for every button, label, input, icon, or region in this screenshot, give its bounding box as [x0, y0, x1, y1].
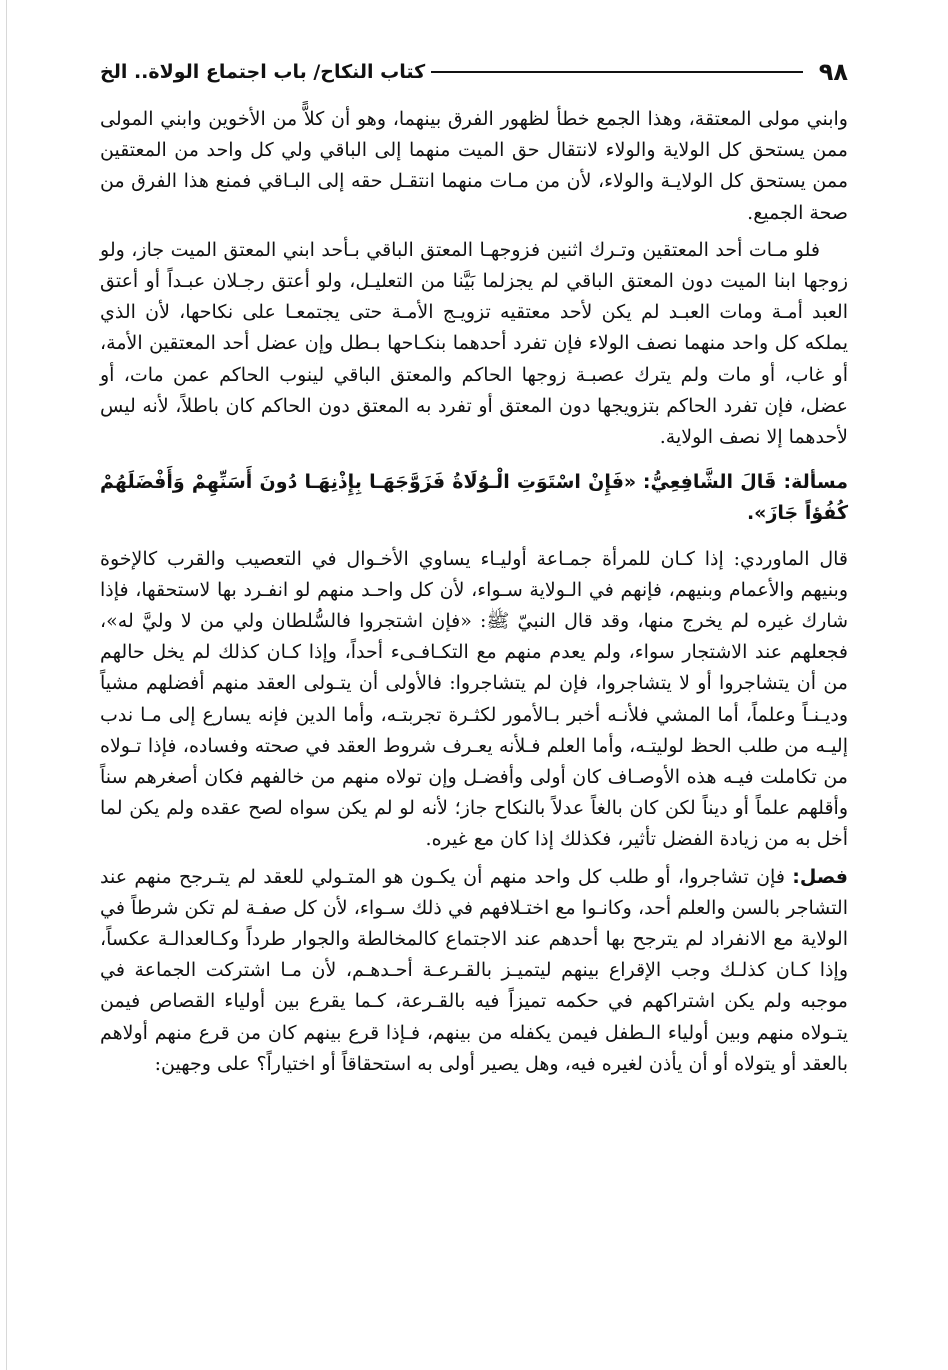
shafii-quote: «فَإِنْ اسْتَوَتِ الْـوُلَاةُ فَزَوَّجَهَـا بِإِذْنِهَـا دُونَ أَسَنِّهِمْ وَأَفْضَلَهُمْ كُفُؤاً جَازَ».: [100, 471, 848, 525]
scan-edge-line: [6, 0, 7, 1370]
page-number: ٩٨: [818, 58, 848, 86]
paragraph-mawardi: قال الماوردي: إذا كـان للمرأة جمـاعة أوليـاء يساوي الأخـوال في التعصيب والقرب كالإخوة وبنيهم والأعمام وبنيهم، فإنهم في الـولاية سـواء، لأن كل واحـد منهم لو انفـرد بها لاستحقها، فإذا شارك غيره لم يخرج منها، وقد قال النبيّ ﷺ: «فإن اشتجروا فالسُّلطان ولي من لا وليَّ له»، فجعلهم عند الاشتجار سواء، ولم يعدم منهم مع التكـافـىء أحداً، وإذا كـان كذلك لم يخل حالهم من أن يتشاجروا أو لا يتشاجروا، فإن لم يتشاجروا: فالأولى أن يتـولى العقد منهم أفضلهم مشياً وديـنـاً وعلماً، أما المشي فلأنـه أخبر بـالأمور لكثـرة تجربتـه، وأما الدين فإنه يسارع إلى مـا ندب إليـه من طلب الحظ لوليتـه، وأما العلم فـلأنه يعـرف شروط العقد في صحته وفساده، فإذا تـولاه من تكاملت فيـه هذه الأوصـاف كان أولى وأفضـل وإن تولاه منهم من خالفهم فكان أصغرهم سناً وأقلهم علماً أو ديناً لكن كان بالغاً عدلاً بالنكاح جاز؛ لأنه لو لم يكن سواه لصح عقده ولم يكن لما أخل به من زيادة الفضل تأثير، فكذلك إذا كان مع غيره.: [100, 547, 848, 851]
paragraph-continuation: وابني مولى المعتقة، وهذا الجمع خطأ لظهور الفرق بينهما، وهو أن كلاًّ من الأخوين وابني المولى ممن يستحق كل الولاية والولاء لانتقال حق الميت منهما إلى الباقي ولي كل واحد من المعتقين ممن يستحق كل الولايـة والولاء، لأن من مـات منهما انتقـل حقه إلى البـاقي فمنع هذا الفرق من صحة الجميع.: [100, 108, 848, 224]
paragraph-two-manumitters: فلو مـات أحد المعتقين وتـرك اثنين فزوجهـا المعتق الباقي بـأحد ابني المعتق الميت جاز، ولو زوجها ابنا الميت دون المعتق الباقي لم يجزلما بَيَّنا من التعليـل، ولو أعتق رجـلان عبـداً أو أعتق العبد أمـة ومات العبـد لم يكن لأحد معتقيه تزويـج الأمـة حتى يجتمعـا على نكاحها، لأن الذي يملكه كل واحد منهما نصف الولاء فإن تفرد أحدهما بنكـاحها بـطل وإن عضل أحد المعتقين الأمة، أو غاب، أو مات ولم يترك عصبـة زوجها الحاكم والمعتق الباقي لينوب الحاكم عمن مات، أو عضل، فإن تفرد الحاكم بتزويجها دون المعتق أو تفرد به المعتق دون الحاكم كان باطلاً، لأنه ليس لأحدهما إلا نصف الولاية.: [100, 238, 848, 449]
header-rule: [431, 71, 803, 73]
fasl-label: فصل:: [792, 865, 848, 888]
masala-label: مسألة: قَالَ الشَّافِعِيُّ:: [642, 471, 848, 494]
paragraph-masala: [100, 467, 848, 529]
running-title: كتاب النكاح/ باب اجتماع الولاة.. الخ: [100, 61, 426, 83]
page-body: [100, 104, 848, 1080]
fasl-text: فإن تشاجروا، أو طلب كل واحد منهم أن يكـون هو المتـولي للعقد لم يتـرجح منهم عند التشاجر بالسن والعلم أحد، وكانـوا مع اختـلافهم في ذلك سـواء، لأن كل صفـة لم تكن شرطاً في الولاية مع الانفراد لم يترجح بها أحدهم عند الاجتماع كالمخالطة والجوار طرداً وكـالعدالـة عكساً، وإذا كـان كذلـك وجب الإقراع بينهم ليتميـز بالقـرعـة أحـدهـم، لأن مـا اشتركت الجماعة في موجبه ولم يكن اشتراكهم في حكمه تميزاً فيه بالقـرعة، كـما يقرع بين أولياء القصاص فيمن يتـولاه منهم وبين أولياء الـطفل فيمن يكفله من بينهم، فـإذا قرع بينهم كان من قرع منهم أولاهم بالعقد أو يتولاه أو أن يأذن لغيره فيه، وهل يصير أولى به استحقاقاً أو اختياراً؟ على وجهين:: [100, 865, 848, 1075]
paragraph-fasl: [100, 862, 848, 1080]
page-header: [100, 52, 848, 92]
